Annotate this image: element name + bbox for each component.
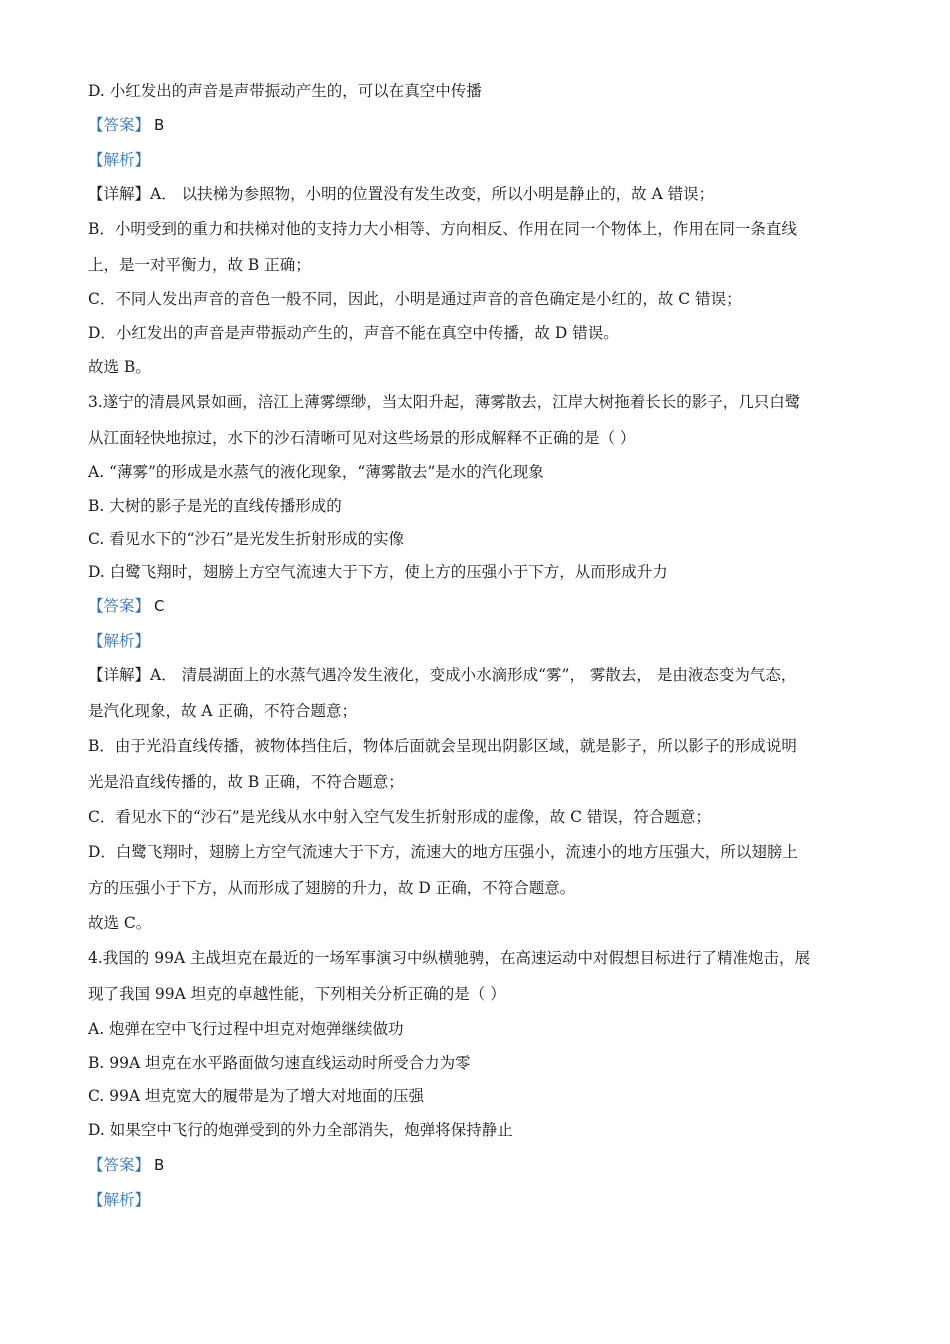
q3-detail-line-1: [88, 665, 868, 685]
q2-conclusion: 故选 B。: [88, 358, 151, 376]
q2-detail-line-3: 上，是一对平衡力，故 B 正确；: [88, 256, 311, 274]
q2-answer: [88, 115, 868, 135]
q3-detail-line-2: 是汽化现象，故 A 正确，不符合题意；: [88, 702, 358, 720]
detail-tag: 【详解】: [88, 666, 151, 684]
detail-text: A． 清晨湖面上的水蒸气遇冷发生液化，变成小水滴形成“雾”， 雾散去， 是由液态变为气态，: [150, 666, 797, 684]
q4-stem-line-2: 现了我国 99A 坦克的卓越性能，下列相关分析正确的是（ ）: [88, 985, 506, 1003]
q3-detail-line-3: B．由于光沿直线传播，被物体挡住后，物体后面就会呈现出阴影区域，就是影子，所以影子的形成说明: [88, 737, 797, 755]
detail-tag: 【详解】: [88, 185, 151, 203]
q3-detail-line-7: 方的压强小于下方，从而形成了翅膀的升力，故 D 正确，不符合题意。: [88, 879, 576, 897]
q3-answer: [88, 596, 868, 616]
q3-conclusion: 故选 C。: [88, 914, 152, 932]
q3-option-d: D. 白鹭飞翔时，翅膀上方空气流速大于下方，使上方的压强小于下方，从而形成升力: [88, 563, 668, 581]
q4-stem-line-1: 4.我国的 99A 主战坦克在最近的一场军事演习中纵横驰骋，在高速运动中对假想目标进行了精准炮击，展: [88, 949, 811, 967]
q4-answer: [88, 1155, 868, 1175]
q3-option-c: C. 看见水下的“沙石”是光发生折射形成的实像: [88, 530, 405, 548]
q2-detail-line-2: B．小明受到的重力和扶梯对他的支持力大小相等、方向相反、作用在同一个物体上，作用在同一条直线: [88, 220, 797, 238]
q4-option-c: C. 99A 坦克宽大的履带是为了增大对地面的压强: [88, 1087, 425, 1105]
q4-analysis-tag: 【解析】: [88, 1191, 151, 1209]
q4-option-d: D. 如果空中飞行的炮弹受到的外力全部消失，炮弹将保持静止: [88, 1121, 513, 1139]
q3-stem-line-2: 从江面轻快地掠过，水下的沙石清晰可见对这些场景的形成解释不正确的是（ ）: [88, 429, 636, 447]
q4-option-b: B. 99A 坦克在水平路面做匀速直线运动时所受合力为零: [88, 1054, 471, 1072]
q3-detail-line-5: C．看见水下的“沙石”是光线从水中射入空气发生折射形成的虚像，故 C 错误，符合题意；: [88, 808, 711, 826]
q2-option-d: D. 小红发出的声音是声带振动产生的，可以在真空中传播: [88, 82, 482, 100]
answer-tag: 【答案】: [88, 597, 151, 615]
q3-detail-line-4: 光是沿直线传播的，故 B 正确，不符合题意；: [88, 773, 404, 791]
q2-detail-line-5: D．小红发出的声音是声带振动产生的，声音不能在真空中传播，故 D 错误。: [88, 324, 619, 342]
q3-analysis-tag: 【解析】: [88, 632, 151, 650]
answer-tag: 【答案】: [88, 116, 151, 134]
q3-option-b: B. 大树的影子是光的直线传播形成的: [88, 497, 342, 515]
answer-value: B: [154, 1156, 165, 1174]
q3-detail-line-6: D．白鹭飞翔时，翅膀上方空气流速大于下方，流速大的地方压强小，流速小的地方压强大，所以翅膀上: [88, 843, 798, 861]
detail-text: A． 以扶梯为参照物，小明的位置没有发生改变，所以小明是静止的，故 A 错误；: [150, 185, 715, 203]
answer-value: B: [154, 116, 165, 134]
q3-option-a: A. “薄雾”的形成是水蒸气的液化现象，“薄雾散去”是水的汽化现象: [88, 463, 544, 481]
q2-detail-line-4: C．不同人发出声音的音色一般不同，因此，小明是通过声音的音色确定是小红的，故 C 错误；: [88, 290, 742, 308]
q4-option-a: A. 炮弹在空中飞行过程中坦克对炮弹继续做功: [88, 1020, 404, 1038]
answer-tag: 【答案】: [88, 1156, 151, 1174]
q3-stem-line-1: 3.遂宁的清晨风景如画，涪江上薄雾缥缈，当太阳升起，薄雾散去，江岸大树拖着长长的影子，几只白鹭: [88, 393, 801, 411]
q2-detail-line-1: [88, 184, 868, 204]
q2-analysis-tag: 【解析】: [88, 151, 151, 169]
answer-value: C: [154, 597, 165, 615]
